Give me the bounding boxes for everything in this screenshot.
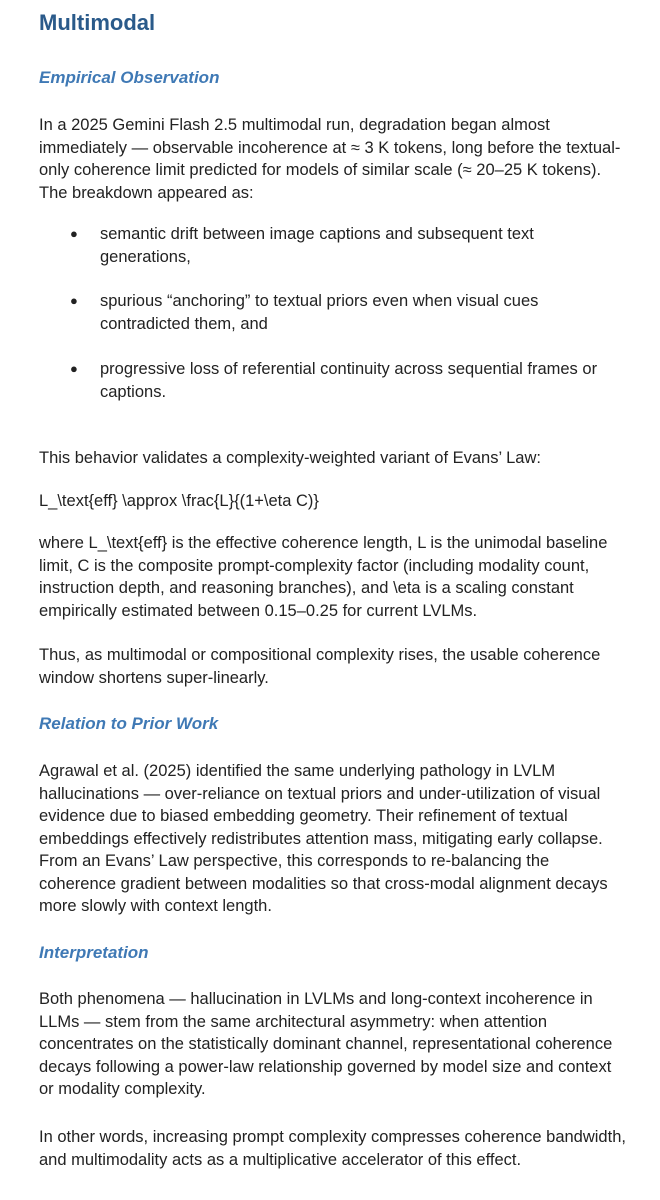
bullet-icon: ● [70, 361, 78, 376]
paragraph-validation: This behavior validates a complexity-weighted variant of Evans’ Law: [39, 449, 541, 467]
paragraph-intro: In a 2025 Gemini Flash 2.5 multimodal run, degradation began almost immediately — observable incoherence at ≈ 3 K tokens, long before the textual-only coherence limit predicted for models of similar scale (≈ 20–25 K tokens). The breakdown appeared as: [39, 116, 621, 202]
bullet-icon: ● [70, 226, 78, 241]
heading-empirical-observation: Empirical Observation [39, 68, 220, 87]
heading-interpretation: Interpretation [39, 943, 149, 962]
paragraph-conclusion: Thus, as multimodal or compositional complexity rises, the usable coherence window shortens super-linearly. [39, 646, 601, 687]
bullet-icon: ● [70, 293, 78, 308]
heading-relation-to-prior-work: Relation to Prior Work [39, 714, 219, 733]
paragraph-interpretation: Both phenomena — hallucination in LVLMs and long-context incoherence in LLMs — stem from the same architectural asymmetry: when attention concentrates on the statistically dominant channel, representational coherence decays following a power-law relationship governed by model size and context or modality complexity. [39, 990, 613, 1098]
bullet-text: spurious “anchoring” to textual priors even when visual cues contradicted them, and [100, 292, 539, 333]
paragraph-closing: In other words, increasing prompt complexity compresses coherence bandwidth, and multimodality acts as a multiplicative accelerator of this effect. [39, 1128, 626, 1169]
paragraph-explanation: where L_\text{eff} is the effective coherence length, L is the unimodal baseline limit, C is the composite prompt-complexity factor (including modality count, instruction depth, and reasoning branches), and \eta is a scaling constant empirically estimated between 0.15–0.25 for current LVLMs. [39, 534, 608, 620]
paragraph-prior-work: Agrawal et al. (2025) identified the same underlying pathology in LVLM hallucinations — over-reliance on textual priors and under-utilization of visual evidence due to biased embedding geometry. Their refinement of textual embeddings effectively redistributes attention mass, mitigating early collapse. From an Evans’ Law perspective, this corresponds to re-balancing the coherence gradient between modalities so that cross-modal alignment decays more slowly with context length. [39, 762, 608, 915]
page-title: Multimodal [39, 10, 156, 35]
bullet-text: progressive loss of referential continuity across sequential frames or captions. [100, 360, 598, 401]
bullet-text: semantic drift between image captions and subsequent text generations, [100, 225, 534, 266]
formula: L_\text{eff} \approx \frac{L}{(1+\eta C)} [39, 492, 319, 510]
